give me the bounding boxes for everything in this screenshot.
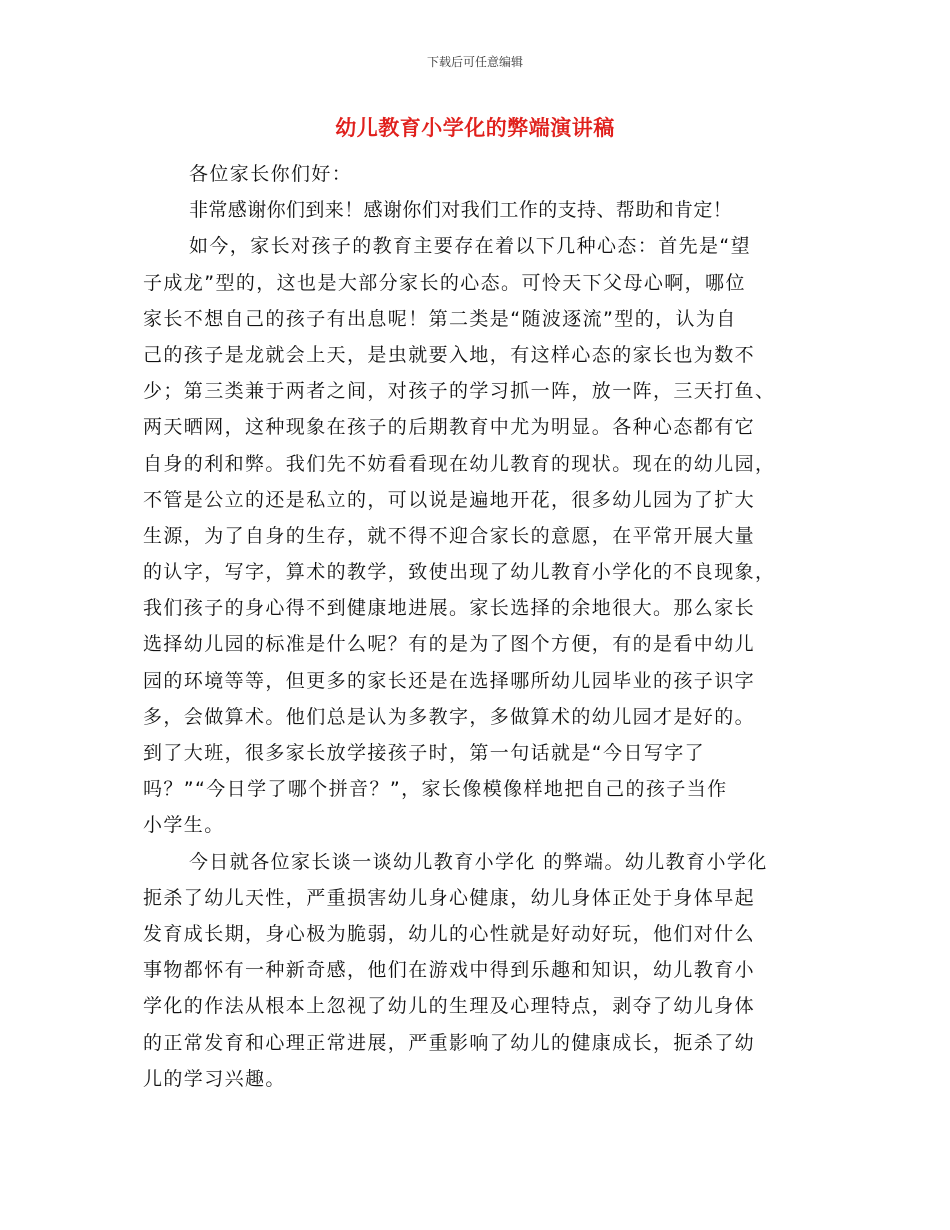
paragraph-line: 多，会做算术。他们总是认为多教字，多做算术的幼儿园才是好的。 <box>143 705 756 728</box>
paragraph-line: 少；第三类兼于两者之间，对孩子的学习抓一阵，放一阵，三天打鱼、 <box>143 380 776 403</box>
paragraph-line: 今日就各位家长谈一谈幼儿教育小学化 的弊端。幼儿教育小学化 <box>189 850 768 873</box>
paragraph-line: 的认字，写字，算术的教学，致使出现了幼儿教育小学化的不良现象， <box>143 561 776 584</box>
paragraph-line: 的正常发育和心理正常进展，严重影响了幼儿的健康成长，扼杀了幼 <box>143 1031 756 1054</box>
paragraph-line: 各位家长你们好： <box>189 163 353 185</box>
paragraph-line: 子成龙”型的，这也是大部分家长的心态。可怜天下父母心啊，哪位 <box>143 271 746 294</box>
paragraph-line: 学化的作法从根本上忽视了幼儿的生理及心理特点，剥夺了幼儿身体 <box>143 995 756 1018</box>
paragraph-line: 两天晒网，这种现象在孩子的后期教育中尤为明显。各种心态都有它 <box>143 416 756 439</box>
paragraph-line: 自身的利和弊。我们先不妨看看现在幼儿教育的现状。现在的幼儿园， <box>143 452 776 475</box>
paragraph-line: 己的孩子是龙就会上天，是虫就要入地，有这样心态的家长也为数不 <box>143 343 756 366</box>
paragraph-line: 家长不想自己的孩子有出息呢！第二类是“随波逐流”型的，认为自 <box>143 307 737 330</box>
paragraph-line: 不管是公立的还是私立的，可以说是遍地开花，很多幼儿园为了扩大 <box>143 488 756 511</box>
paragraph-line: 非常感谢你们到来！感谢你们对我们工作的支持、帮助和肯定！ <box>189 199 733 222</box>
paragraph-line: 扼杀了幼儿天性，严重损害幼儿身心健康，幼儿身体正处于身体早起 <box>143 886 756 909</box>
paragraph-line: 生源，为了自身的生存，就不得不迎合家长的意愿，在平常开展大量 <box>143 524 756 547</box>
paragraph-line: 小学生。 <box>143 814 225 837</box>
paragraph-line: 园的环境等等，但更多的家长还是在选择哪所幼儿园毕业的孩子识字 <box>143 669 756 692</box>
paragraph-line: 如今，家长对孩子的教育主要存在着以下几种心态：首先是“望 <box>189 235 752 258</box>
paragraph-line: 到了大班，很多家长放学接孩子时，第一句话就是“今日写字了 <box>143 742 706 764</box>
paragraph-line: 我们孩子的身心得不到健康地进展。家长选择的余地很大。那么家长 <box>143 597 756 620</box>
document-body <box>143 156 808 1097</box>
paragraph-line: 事物都怀有一种新奇感，他们在游戏中得到乐趣和知识，幼儿教育小 <box>143 959 756 982</box>
document-title: 幼儿教育小学化的弊端演讲稿 <box>335 116 615 140</box>
paragraph-line: 儿的学习兴趣。 <box>143 1067 286 1090</box>
paragraph-line: 选择幼儿园的标准是什么呢？有的是为了图个方便，有的是看中幼儿 <box>143 633 756 656</box>
paragraph-line: 吗？”“今日学了哪个拼音？”，家长像模像样地把自己的孩子当作 <box>143 778 728 801</box>
paragraph-line: 发育成长期，身心极为脆弱，幼儿的心性就是好动好玩，他们对什么 <box>143 922 756 945</box>
header-note: 下载后可任意编辑 <box>426 55 523 69</box>
